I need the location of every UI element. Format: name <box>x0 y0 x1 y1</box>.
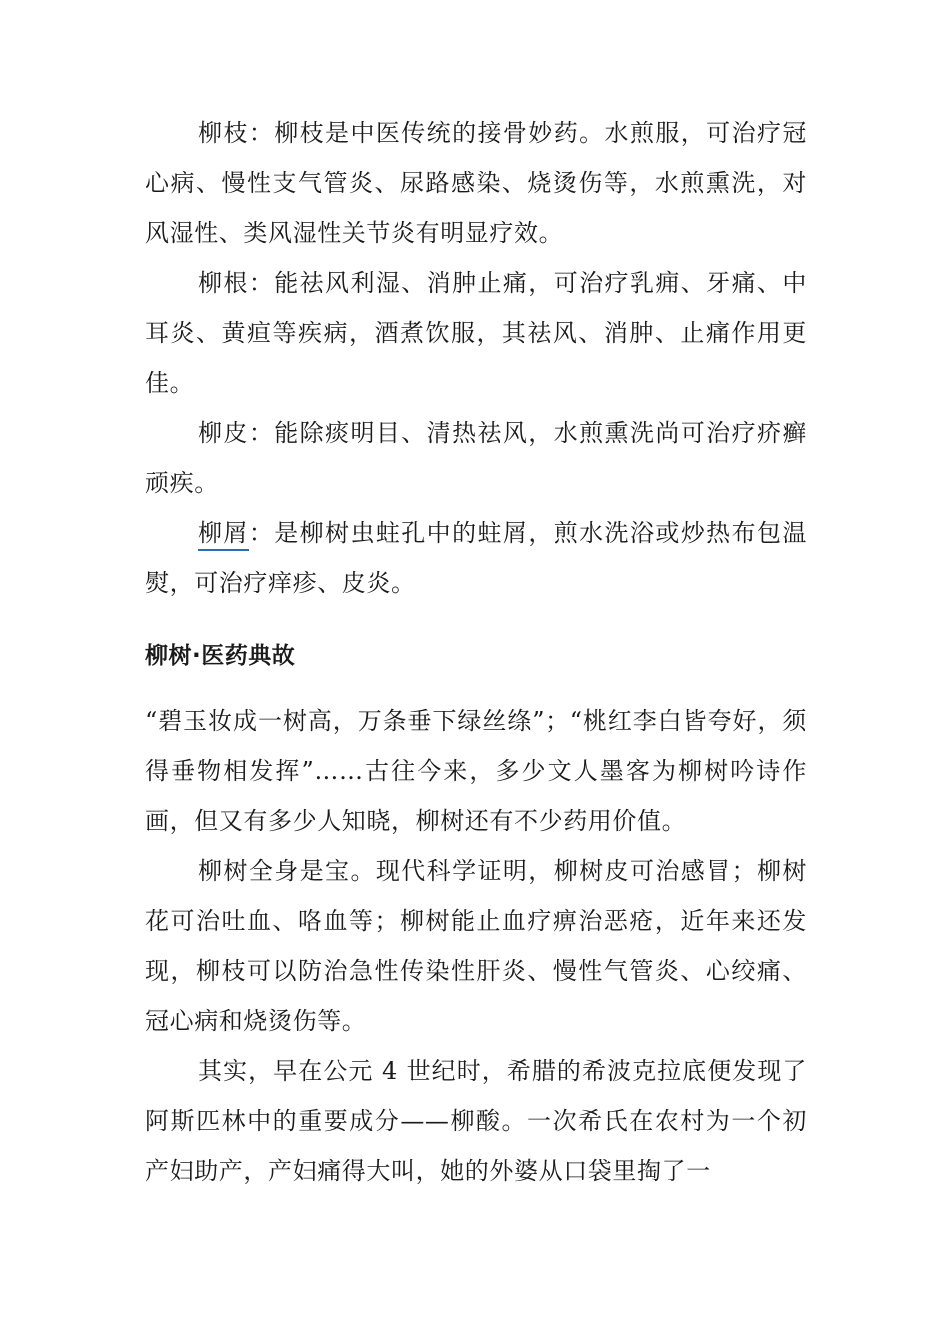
paragraph-poetry-intro: “碧玉妆成一树高，万条垂下绿丝绦”；“桃红李白皆夸好，须得垂物相发挥”……古往今来，多少文人墨客为柳树吟诗作画，但又有多少人知晓，柳树还有不少药用价值。 <box>145 707 807 835</box>
paragraph-willow-bark: 柳皮：能除痰明目、清热祛风，水煎熏洗尚可治疗疥癣顽疾。 <box>145 419 807 497</box>
willow-sawdust-link[interactable]: 柳屑 <box>198 519 249 551</box>
paragraph-willow-sawdust <box>145 508 807 608</box>
willow-sawdust-text: ：是柳树虫蛀孔中的蛀屑，煎水洗浴或炒热布包温熨，可治疗痒疹、皮炎。 <box>145 519 808 597</box>
paragraph-willow-branch: 柳枝：柳枝是中医传统的接骨妙药。水煎服，可治疗冠心病、慢性支气管炎、尿路感染、烧烫伤等，水煎熏洗，对风湿性、类风湿性关节炎有明显疗效。 <box>145 119 807 247</box>
paragraph-hippocrates-story: 其实，早在公元 4 世纪时，希腊的希波克拉底便发现了阿斯匹林中的重要成分——柳酸。一次希氏在农村为一个初产妇助产，产妇痛得大叫，她的外婆从口袋里掏了一 <box>145 1057 807 1185</box>
paragraph-willow-root: 柳根：能祛风利湿、消肿止痛，可治疗乳痈、牙痛、中耳炎、黄疸等疾病，酒煮饮服，其祛风、消肿、止痛作用更佳。 <box>145 269 807 397</box>
paragraph-whole-body-treasure: 柳树全身是宝。现代科学证明，柳树皮可治感冒；柳树花可治吐血、咯血等；柳树能止血疗痹治恶疮，近年来还发现，柳枝可以防治急性传染性肝炎、慢性气管炎、心绞痛、冠心病和烧烫伤等。 <box>145 857 807 1035</box>
section-heading: 柳树·医药典故 <box>145 643 296 669</box>
document-page <box>145 108 807 1196</box>
